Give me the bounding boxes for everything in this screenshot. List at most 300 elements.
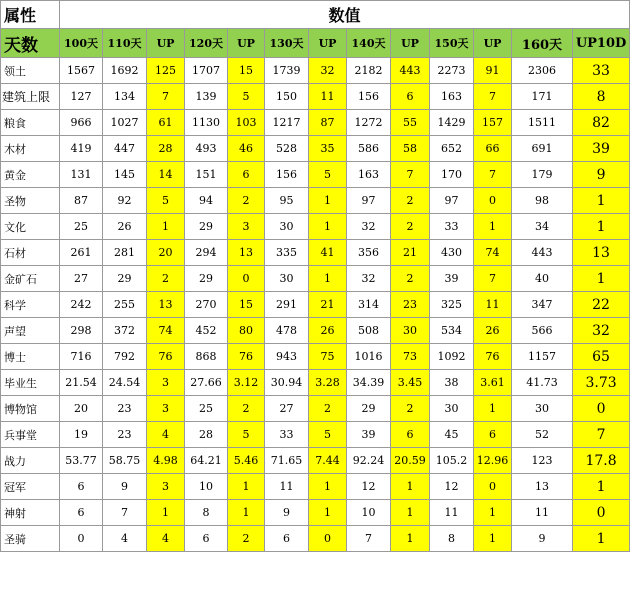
up-cell: 0 <box>228 266 265 292</box>
table-row <box>1 58 630 84</box>
row-label: 毕业生 <box>1 370 60 396</box>
value-cell: 9 <box>512 526 573 552</box>
up-cell: 7.44 <box>309 448 347 474</box>
value-cell: 30 <box>512 396 573 422</box>
up-cell: 80 <box>228 318 265 344</box>
up-cell: 3 <box>147 370 185 396</box>
column-header: UP <box>147 29 185 58</box>
value-cell: 1130 <box>185 110 228 136</box>
up-cell: 87 <box>309 110 347 136</box>
up-cell: 157 <box>474 110 512 136</box>
value-cell: 1707 <box>185 58 228 84</box>
up-cell: 5.46 <box>228 448 265 474</box>
up-cell: 2 <box>391 396 430 422</box>
value-cell: 94 <box>185 188 228 214</box>
value-cell: 33 <box>265 422 309 448</box>
value-cell: 356 <box>347 240 391 266</box>
up-cell: 3 <box>228 214 265 240</box>
up-cell: 1 <box>309 500 347 526</box>
up-cell: 1 <box>391 474 430 500</box>
value-cell: 131 <box>60 162 103 188</box>
value-cell: 528 <box>265 136 309 162</box>
value-cell: 1429 <box>430 110 474 136</box>
up-cell: 28 <box>147 136 185 162</box>
up-cell: 32 <box>309 58 347 84</box>
value-cell: 447 <box>103 136 147 162</box>
value-cell: 105.2 <box>430 448 474 474</box>
value-cell: 1692 <box>103 58 147 84</box>
value-cell: 33 <box>430 214 474 240</box>
up-cell: 3.73 <box>573 370 630 396</box>
value-cell: 10 <box>347 500 391 526</box>
up-cell: 21 <box>391 240 430 266</box>
up-cell: 7 <box>573 422 630 448</box>
value-cell: 21.54 <box>60 370 103 396</box>
up-cell: 39 <box>573 136 630 162</box>
value-cell: 163 <box>347 162 391 188</box>
value-cell: 95 <box>265 188 309 214</box>
value-cell: 139 <box>185 84 228 110</box>
up-cell: 2 <box>391 188 430 214</box>
value-cell: 150 <box>265 84 309 110</box>
value-cell: 23 <box>103 396 147 422</box>
value-cell: 1027 <box>103 110 147 136</box>
row-label: 声望 <box>1 318 60 344</box>
table-row <box>1 396 630 422</box>
up-cell: 5 <box>228 422 265 448</box>
up-cell: 3 <box>147 396 185 422</box>
up-cell: 2 <box>147 266 185 292</box>
table-row <box>1 448 630 474</box>
value-cell: 2182 <box>347 58 391 84</box>
row-label: 圣骑 <box>1 526 60 552</box>
up-cell: 1 <box>228 474 265 500</box>
up-cell: 4 <box>147 526 185 552</box>
value-cell: 966 <box>60 110 103 136</box>
up-cell: 58 <box>391 136 430 162</box>
up-cell: 20.59 <box>391 448 430 474</box>
up-cell: 1 <box>391 500 430 526</box>
up-cell: 13 <box>147 292 185 318</box>
value-cell: 19 <box>60 422 103 448</box>
value-cell: 171 <box>512 84 573 110</box>
value-cell: 335 <box>265 240 309 266</box>
up-cell: 11 <box>309 84 347 110</box>
up-cell: 66 <box>474 136 512 162</box>
value-cell: 134 <box>103 84 147 110</box>
up-cell: 1 <box>309 474 347 500</box>
value-cell: 34.39 <box>347 370 391 396</box>
up-cell: 1 <box>573 188 630 214</box>
table-row <box>1 526 630 552</box>
value-cell: 98 <box>512 188 573 214</box>
value-cell: 30 <box>265 266 309 292</box>
value-cell: 255 <box>103 292 147 318</box>
up-cell: 0 <box>573 396 630 422</box>
up-cell: 73 <box>391 344 430 370</box>
up-cell: 6 <box>228 162 265 188</box>
row-label: 黄金 <box>1 162 60 188</box>
up-cell: 7 <box>391 162 430 188</box>
table-row <box>1 500 630 526</box>
value-cell: 12 <box>430 474 474 500</box>
value-cell: 30 <box>265 214 309 240</box>
up-cell: 41 <box>309 240 347 266</box>
table-row <box>1 370 630 396</box>
column-header: UP <box>228 29 265 58</box>
value-cell: 29 <box>185 266 228 292</box>
value-cell: 2306 <box>512 58 573 84</box>
value-cell: 92.24 <box>347 448 391 474</box>
value-cell: 691 <box>512 136 573 162</box>
value-cell: 586 <box>347 136 391 162</box>
value-cell: 156 <box>265 162 309 188</box>
column-header: 130天 <box>265 29 309 58</box>
row-label: 文化 <box>1 214 60 240</box>
up-cell: 1 <box>309 266 347 292</box>
value-cell: 29 <box>347 396 391 422</box>
value-cell: 40 <box>512 266 573 292</box>
value-cell: 87 <box>60 188 103 214</box>
up-cell: 6 <box>474 422 512 448</box>
up-cell: 443 <box>391 58 430 84</box>
up-cell: 1 <box>309 188 347 214</box>
column-header: 120天 <box>185 29 228 58</box>
value-cell: 25 <box>60 214 103 240</box>
value-cell: 30.94 <box>265 370 309 396</box>
up-cell: 33 <box>573 58 630 84</box>
column-header: 150天 <box>430 29 474 58</box>
column-header: UP <box>309 29 347 58</box>
value-cell: 156 <box>347 84 391 110</box>
up-cell: 1 <box>474 396 512 422</box>
value-cell: 25 <box>185 396 228 422</box>
value-cell: 508 <box>347 318 391 344</box>
value-cell: 478 <box>265 318 309 344</box>
row-label: 木材 <box>1 136 60 162</box>
up-cell: 103 <box>228 110 265 136</box>
up-cell: 65 <box>573 344 630 370</box>
value-cell: 1092 <box>430 344 474 370</box>
up-cell: 46 <box>228 136 265 162</box>
days-header: 天数 <box>1 29 60 58</box>
table-row <box>1 266 630 292</box>
value-cell: 170 <box>430 162 474 188</box>
up-cell: 23 <box>391 292 430 318</box>
column-header: UP <box>391 29 430 58</box>
up-cell: 75 <box>309 344 347 370</box>
up-cell: 35 <box>309 136 347 162</box>
value-cell: 30 <box>430 396 474 422</box>
up-cell: 17.8 <box>573 448 630 474</box>
value-cell: 298 <box>60 318 103 344</box>
value-cell: 13 <box>512 474 573 500</box>
column-header: 100天 <box>60 29 103 58</box>
row-label: 神射 <box>1 500 60 526</box>
value-cell: 430 <box>430 240 474 266</box>
table-row <box>1 292 630 318</box>
value-cell: 27.66 <box>185 370 228 396</box>
value-cell: 261 <box>60 240 103 266</box>
value-cell: 71.65 <box>265 448 309 474</box>
up-cell: 2 <box>391 214 430 240</box>
row-label: 战力 <box>1 448 60 474</box>
value-cell: 6 <box>185 526 228 552</box>
up-cell: 1 <box>474 214 512 240</box>
up-cell: 61 <box>147 110 185 136</box>
up-cell: 1 <box>147 214 185 240</box>
value-cell: 34 <box>512 214 573 240</box>
up-cell: 6 <box>391 84 430 110</box>
value-cell: 26 <box>103 214 147 240</box>
up-cell: 7 <box>147 84 185 110</box>
up-cell: 3 <box>147 474 185 500</box>
up-cell: 1 <box>309 214 347 240</box>
row-label: 粮食 <box>1 110 60 136</box>
value-cell: 45 <box>430 422 474 448</box>
table-row <box>1 136 630 162</box>
value-cell: 1511 <box>512 110 573 136</box>
up-cell: 3.12 <box>228 370 265 396</box>
up-cell: 2 <box>228 188 265 214</box>
value-cell: 53.77 <box>60 448 103 474</box>
row-label: 博物馆 <box>1 396 60 422</box>
value-cell: 127 <box>60 84 103 110</box>
table-row <box>1 318 630 344</box>
up-cell: 74 <box>474 240 512 266</box>
up-cell: 0 <box>573 500 630 526</box>
value-cell: 52 <box>512 422 573 448</box>
value-cell: 23 <box>103 422 147 448</box>
up-cell: 1 <box>573 474 630 500</box>
value-cell: 92 <box>103 188 147 214</box>
up-cell: 22 <box>573 292 630 318</box>
up-cell: 5 <box>309 422 347 448</box>
up-cell: 82 <box>573 110 630 136</box>
value-cell: 38 <box>430 370 474 396</box>
attr-header: 属性 <box>1 1 60 29</box>
column-header: 110天 <box>103 29 147 58</box>
value-cell: 1272 <box>347 110 391 136</box>
value-cell: 9 <box>103 474 147 500</box>
up-cell: 5 <box>147 188 185 214</box>
value-cell: 10 <box>185 474 228 500</box>
table-row <box>1 188 630 214</box>
up-cell: 26 <box>474 318 512 344</box>
value-cell: 123 <box>512 448 573 474</box>
up-cell: 76 <box>228 344 265 370</box>
up-cell: 3.61 <box>474 370 512 396</box>
up-cell: 11 <box>474 292 512 318</box>
up-cell: 7 <box>474 162 512 188</box>
value-cell: 97 <box>430 188 474 214</box>
value-cell: 11 <box>265 474 309 500</box>
table-row <box>1 162 630 188</box>
column-header: 160天 <box>512 29 573 58</box>
up-cell: 21 <box>309 292 347 318</box>
value-cell: 8 <box>430 526 474 552</box>
value-cell: 868 <box>185 344 228 370</box>
value-cell: 24.54 <box>103 370 147 396</box>
value-cell: 39 <box>347 422 391 448</box>
up-cell: 0 <box>474 474 512 500</box>
table-row <box>1 422 630 448</box>
up-cell: 74 <box>147 318 185 344</box>
row-label: 建筑上限 <box>1 84 60 110</box>
column-header: UP10D <box>573 29 630 58</box>
value-cell: 943 <box>265 344 309 370</box>
value-cell: 6 <box>265 526 309 552</box>
value-cell: 39 <box>430 266 474 292</box>
value-cell: 4 <box>103 526 147 552</box>
up-cell: 30 <box>391 318 430 344</box>
row-label: 金矿石 <box>1 266 60 292</box>
value-cell: 1157 <box>512 344 573 370</box>
value-cell: 347 <box>512 292 573 318</box>
value-cell: 294 <box>185 240 228 266</box>
value-cell: 443 <box>512 240 573 266</box>
value-cell: 145 <box>103 162 147 188</box>
value-cell: 1217 <box>265 110 309 136</box>
up-cell: 2 <box>228 396 265 422</box>
header-row-1 <box>1 1 630 29</box>
value-cell: 0 <box>60 526 103 552</box>
table-row <box>1 240 630 266</box>
up-cell: 3.28 <box>309 370 347 396</box>
value-cell: 242 <box>60 292 103 318</box>
up-cell: 12.96 <box>474 448 512 474</box>
table-row <box>1 84 630 110</box>
value-cell: 270 <box>185 292 228 318</box>
up-cell: 1 <box>573 266 630 292</box>
value-cell: 151 <box>185 162 228 188</box>
value-cell: 7 <box>347 526 391 552</box>
up-cell: 76 <box>474 344 512 370</box>
up-cell: 7 <box>474 84 512 110</box>
table-row <box>1 344 630 370</box>
row-label: 石材 <box>1 240 60 266</box>
value-cell: 493 <box>185 136 228 162</box>
header-row-2 <box>1 29 630 58</box>
value-cell: 29 <box>185 214 228 240</box>
column-header: UP <box>474 29 512 58</box>
up-cell: 8 <box>573 84 630 110</box>
up-cell: 4.98 <box>147 448 185 474</box>
value-cell: 32 <box>347 266 391 292</box>
value-cell: 11 <box>430 500 474 526</box>
value-cell: 41.73 <box>512 370 573 396</box>
value-cell: 325 <box>430 292 474 318</box>
up-cell: 0 <box>309 526 347 552</box>
value-cell: 6 <box>60 500 103 526</box>
value-header: 数值 <box>60 1 630 29</box>
value-cell: 7 <box>103 500 147 526</box>
up-cell: 3.45 <box>391 370 430 396</box>
value-cell: 566 <box>512 318 573 344</box>
value-cell: 97 <box>347 188 391 214</box>
up-cell: 1 <box>228 500 265 526</box>
value-cell: 29 <box>103 266 147 292</box>
table-row <box>1 474 630 500</box>
up-cell: 1 <box>573 526 630 552</box>
value-cell: 291 <box>265 292 309 318</box>
value-cell: 20 <box>60 396 103 422</box>
value-cell: 11 <box>512 500 573 526</box>
up-cell: 15 <box>228 292 265 318</box>
value-cell: 419 <box>60 136 103 162</box>
up-cell: 14 <box>147 162 185 188</box>
row-label: 冠军 <box>1 474 60 500</box>
up-cell: 0 <box>474 188 512 214</box>
row-label: 科学 <box>1 292 60 318</box>
value-cell: 372 <box>103 318 147 344</box>
up-cell: 26 <box>309 318 347 344</box>
up-cell: 1 <box>147 500 185 526</box>
value-cell: 179 <box>512 162 573 188</box>
up-cell: 6 <box>391 422 430 448</box>
up-cell: 4 <box>147 422 185 448</box>
value-cell: 27 <box>265 396 309 422</box>
value-cell: 1739 <box>265 58 309 84</box>
up-cell: 55 <box>391 110 430 136</box>
up-cell: 13 <box>228 240 265 266</box>
up-cell: 15 <box>228 58 265 84</box>
up-cell: 2 <box>228 526 265 552</box>
table-row <box>1 214 630 240</box>
value-cell: 1016 <box>347 344 391 370</box>
value-cell: 2273 <box>430 58 474 84</box>
column-header: 140天 <box>347 29 391 58</box>
up-cell: 91 <box>474 58 512 84</box>
value-cell: 652 <box>430 136 474 162</box>
row-label: 领土 <box>1 58 60 84</box>
row-label: 博士 <box>1 344 60 370</box>
value-cell: 792 <box>103 344 147 370</box>
value-cell: 534 <box>430 318 474 344</box>
value-cell: 8 <box>185 500 228 526</box>
value-cell: 27 <box>60 266 103 292</box>
up-cell: 32 <box>573 318 630 344</box>
value-cell: 12 <box>347 474 391 500</box>
up-cell: 76 <box>147 344 185 370</box>
up-cell: 1 <box>573 214 630 240</box>
up-cell: 125 <box>147 58 185 84</box>
up-cell: 2 <box>309 396 347 422</box>
value-cell: 9 <box>265 500 309 526</box>
up-cell: 1 <box>474 526 512 552</box>
up-cell: 2 <box>391 266 430 292</box>
value-cell: 58.75 <box>103 448 147 474</box>
value-cell: 452 <box>185 318 228 344</box>
value-cell: 281 <box>103 240 147 266</box>
up-cell: 13 <box>573 240 630 266</box>
up-cell: 20 <box>147 240 185 266</box>
value-cell: 32 <box>347 214 391 240</box>
up-cell: 1 <box>391 526 430 552</box>
up-cell: 1 <box>474 500 512 526</box>
up-cell: 9 <box>573 162 630 188</box>
up-cell: 7 <box>474 266 512 292</box>
value-cell: 6 <box>60 474 103 500</box>
value-cell: 28 <box>185 422 228 448</box>
value-cell: 1567 <box>60 58 103 84</box>
value-cell: 64.21 <box>185 448 228 474</box>
value-cell: 314 <box>347 292 391 318</box>
up-cell: 5 <box>309 162 347 188</box>
up-cell: 5 <box>228 84 265 110</box>
table-row <box>1 110 630 136</box>
row-label: 兵事堂 <box>1 422 60 448</box>
